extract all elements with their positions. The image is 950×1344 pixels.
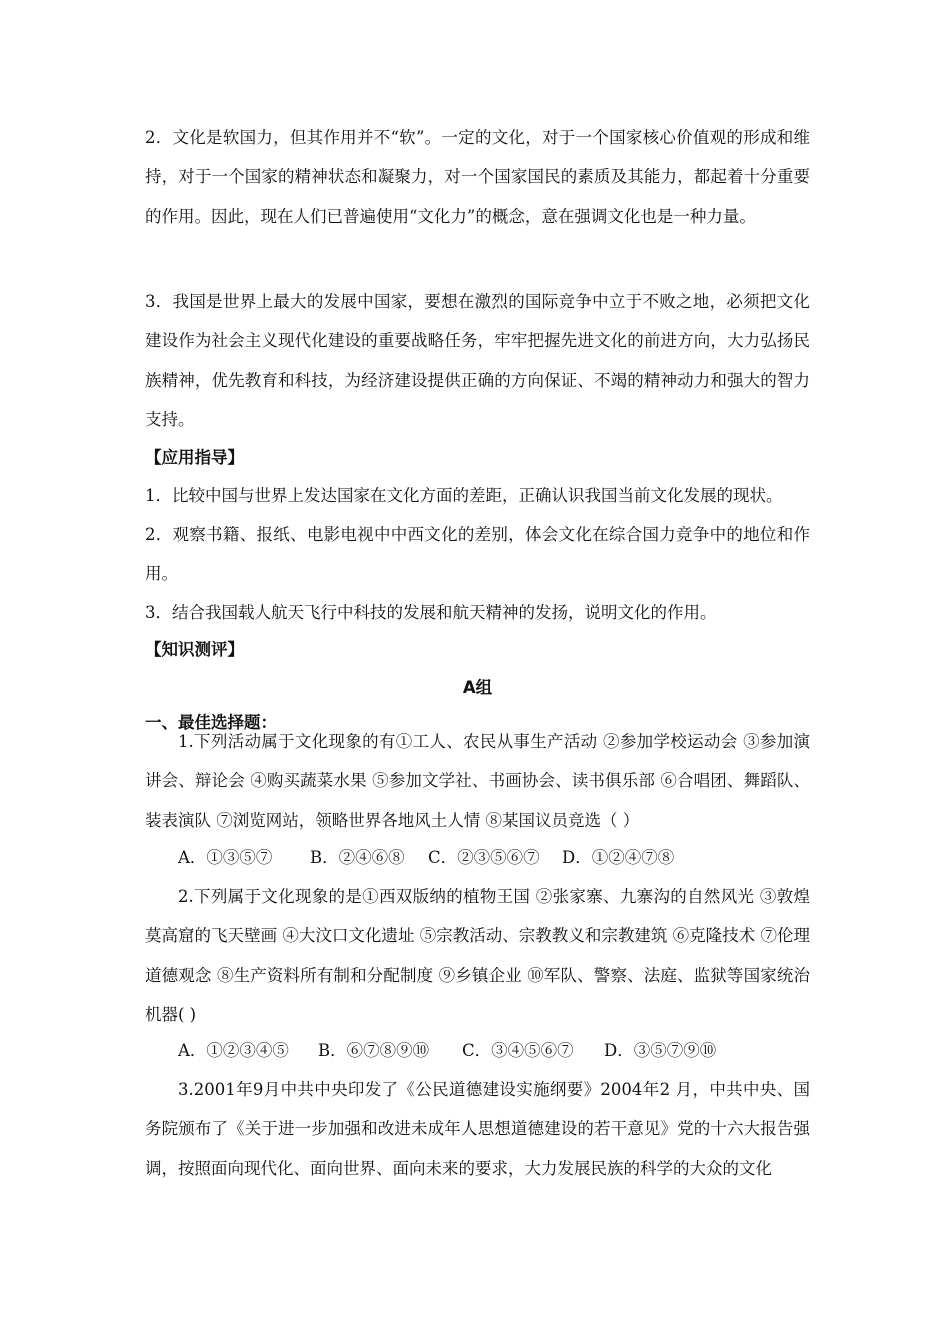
option-a: A．①②③④⑤ [178, 1041, 289, 1060]
question-2-stem: 2.下列属于文化现象的是①西双版纳的植物王国 ②张家寨、九寨沟的自然风光 ③敦煌莫高窟的飞天壁画 ④大汶口文化遗址 ⑤宗教活动、宗教教义和宗教建筑 ⑥克隆技术 ⑦伦理道德观念 ⑧生产资料所有制和分配制度 ⑨乡镇企业 ⑩军队、警察、法庭、监狱等国家统治机器( ) [145, 887, 810, 1025]
guidance-heading: 【应用指导】 [145, 448, 244, 467]
paragraph-2: 2．文化是软国力，但其作用并不“软”。一定的文化，对于一个国家核心价值观的形成和维持，对于一个国家的精神状态和凝聚力，对一个国家国民的素质及其能力，都起着十分重要的作用。因此，现在人们已普遍使用“文化力”的概念，意在强调文化也是一种力量。 [145, 128, 810, 226]
option-c: C．③④⑤⑥⑦ [462, 1041, 574, 1060]
option-b: B．②④⑥⑧ [310, 848, 405, 867]
assessment-heading: 【知识测评】 [145, 640, 244, 659]
option-c: C．②③⑤⑥⑦ [428, 848, 540, 867]
guidance-item-2: 2．观察书籍、报纸、电影电视中中西文化的差别，体会文化在综合国力竞争中的地位和作用。 [145, 525, 810, 584]
question-1-stem: 1.下列活动属于文化现象的有①工人、农民从事生产活动 ②参加学校运动会 ③参加演讲会、辩论会 ④购买蔬菜水果 ⑤参加文学社、书画协会、读书俱乐部 ⑥合唱团、舞蹈队、装表演队 ⑦浏览网站，领略世界各地风土人情 ⑧某国议员竞选（ ） [145, 732, 810, 830]
question-2-options [178, 1031, 716, 1070]
question-1-options [178, 838, 674, 877]
option-d: D．①②④⑦⑧ [562, 848, 675, 867]
guidance-item-1: 1．比较中国与世界上发达国家在文化方面的差距，正确认识我国当前文化发展的现状。 [145, 486, 783, 505]
paragraph-3: 3．我国是世界上最大的发展中国家，要想在激烈的国际竞争中立于不败之地，必须把文化建设作为社会主义现代化建设的重要战略任务，牢牢把握先进文化的前进方向，大力弘扬民族精神，优先教育和科技，为经济建设提供正确的方向保证、不竭的精神动力和强大的智力支持。 [145, 292, 810, 430]
option-a: A．①③⑤⑦ [178, 848, 273, 867]
guidance-item-3: 3．结合我国载人航天飞行中科技的发展和航天精神的发扬，说明文化的作用。 [145, 603, 717, 622]
question-3-stem: 3.2001年9月中共中央印发了《公民道德建设实施纲要》2004年2 月，中共中央、国务院颁布了《关于进一步加强和改进未成年人思想道德建设的若干意见》党的十六大报告强调，按照面向现代化、面向世界、面向未来的要求，大力发展民族的科学的大众的文化 [145, 1080, 810, 1178]
group-title: A组 [462, 678, 493, 697]
option-d: D．③⑤⑦⑨⑩ [604, 1041, 717, 1060]
option-b: B．⑥⑦⑧⑨⑩ [318, 1041, 430, 1060]
section-title: 一、最佳选择题： [145, 713, 277, 732]
